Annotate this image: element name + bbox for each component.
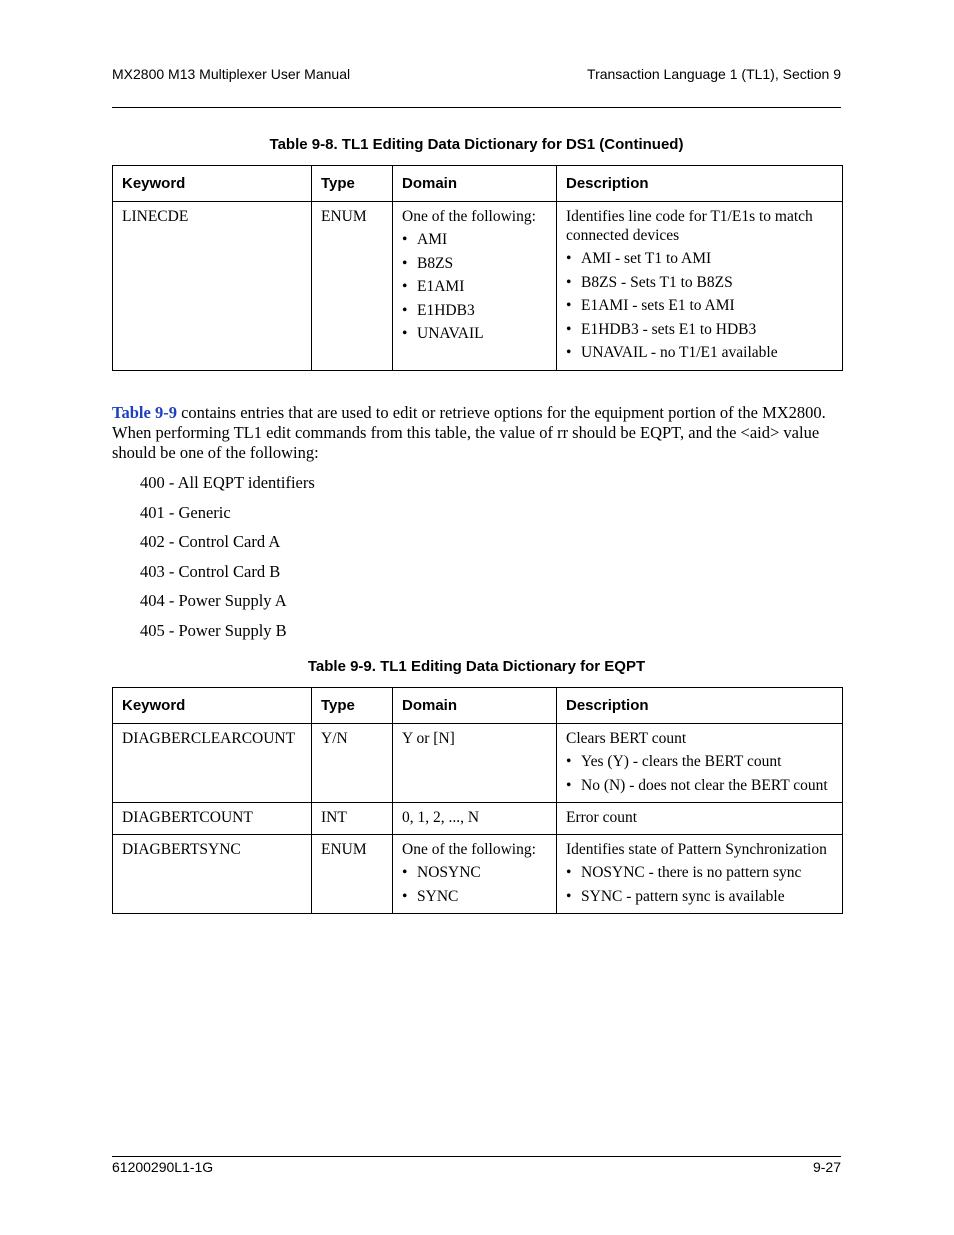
list-item: • E1HDB3 - sets E1 to HDB3 — [566, 320, 833, 340]
type-cell: INT — [312, 803, 393, 835]
table-header-row — [113, 166, 843, 202]
footer-page-number: 9-27 — [812, 1159, 841, 1175]
domain-cell: Y or [N] — [393, 724, 557, 803]
table-row — [113, 835, 843, 914]
description-cell — [557, 724, 843, 803]
list-item: • B8ZS - Sets T1 to B8ZS — [566, 273, 833, 293]
description-list — [566, 249, 833, 363]
list-item: 401 - Generic — [140, 502, 231, 522]
header-rule — [112, 107, 841, 108]
keyword-cell: LINECDE — [113, 202, 312, 371]
list-item: • B8ZS — [402, 254, 547, 274]
column-header-domain: Domain — [393, 166, 557, 202]
domain-list — [402, 863, 547, 906]
table-header-row — [113, 688, 843, 724]
header-document-title: MX2800 M13 Multiplexer User Manual — [112, 66, 351, 82]
domain-cell: 0, 1, 2, ..., N — [393, 803, 557, 835]
description-cell: Error count — [557, 803, 843, 835]
type-cell: Y/N — [312, 724, 393, 803]
keyword-cell: DIAGBERTSYNC — [113, 835, 312, 914]
column-header-keyword: Keyword — [113, 166, 312, 202]
column-header-description: Description — [557, 688, 843, 724]
paragraph-text: contains entries that are used to edit or retrieve options for the equipment portion of the MX2800. When performing TL1 edit commands from this table, the value of rr should be EQPT, and the <aid> value should be one of the following: — [112, 403, 826, 462]
list-item: • SYNC — [402, 887, 547, 907]
table-9-8-caption: Table 9-8. TL1 Editing Data Dictionary for DS1 (Continued) — [269, 136, 684, 153]
type-cell: ENUM — [312, 835, 393, 914]
description-cell — [557, 202, 843, 371]
column-header-type: Type — [312, 688, 393, 724]
table-row — [113, 803, 843, 835]
keyword-cell: DIAGBERTCOUNT — [113, 803, 312, 835]
list-item: 404 - Power Supply A — [140, 591, 287, 611]
list-item: • No (N) - does not clear the BERT count — [566, 776, 833, 796]
table-9-8 — [112, 165, 843, 371]
column-header-type: Type — [312, 166, 393, 202]
column-header-keyword: Keyword — [113, 688, 312, 724]
footer-document-number: 61200290L1-1G — [112, 1159, 214, 1175]
list-item: • AMI - set T1 to AMI — [566, 249, 833, 269]
domain-intro: One of the following: — [402, 841, 536, 858]
list-item: 402 - Control Card A — [140, 532, 281, 552]
list-item: 403 - Control Card B — [140, 561, 281, 581]
list-item: • E1AMI — [402, 277, 547, 297]
table-row — [113, 724, 843, 803]
domain-cell — [393, 202, 557, 371]
keyword-cell: DIAGBERCLEARCOUNT — [113, 724, 312, 803]
description-cell — [557, 835, 843, 914]
domain-cell — [393, 835, 557, 914]
table-9-9 — [112, 687, 843, 914]
list-item: 405 - Power Supply B — [140, 620, 287, 640]
description-list — [566, 863, 833, 906]
description-intro: Clears BERT count — [566, 730, 687, 747]
table-9-9-caption: Table 9-9. TL1 Editing Data Dictionary for EQPT — [307, 658, 646, 675]
list-item: • UNAVAIL - no T1/E1 available — [566, 343, 833, 363]
list-item: • NOSYNC — [402, 863, 547, 883]
list-item: • UNAVAIL — [402, 324, 547, 344]
header-section-title: Transaction Language 1 (TL1), Section 9 — [587, 66, 841, 82]
table-row — [113, 202, 843, 371]
description-intro: Identifies state of Pattern Synchronization — [566, 841, 827, 858]
list-item: • E1AMI - sets E1 to AMI — [566, 296, 833, 316]
table-9-9-link[interactable]: Table 9-9 — [112, 403, 177, 422]
aid-list — [140, 473, 315, 651]
list-item: • Yes (Y) - clears the BERT count — [566, 752, 833, 772]
description-list — [566, 752, 833, 795]
description-intro: Identifies line code for T1/E1s to match connected devices — [566, 208, 813, 244]
type-cell: ENUM — [312, 202, 393, 371]
domain-intro: One of the following: — [402, 208, 536, 225]
list-item: • E1HDB3 — [402, 301, 547, 321]
column-header-description: Description — [557, 166, 843, 202]
list-item: 400 - All EQPT identifiers — [140, 473, 315, 492]
list-item: • SYNC - pattern sync is available — [566, 887, 833, 907]
domain-list — [402, 230, 547, 344]
list-item: • NOSYNC - there is no pattern sync — [566, 863, 833, 883]
footer-rule — [112, 1156, 841, 1157]
column-header-domain: Domain — [393, 688, 557, 724]
intro-paragraph — [112, 403, 842, 463]
list-item: • AMI — [402, 230, 547, 250]
